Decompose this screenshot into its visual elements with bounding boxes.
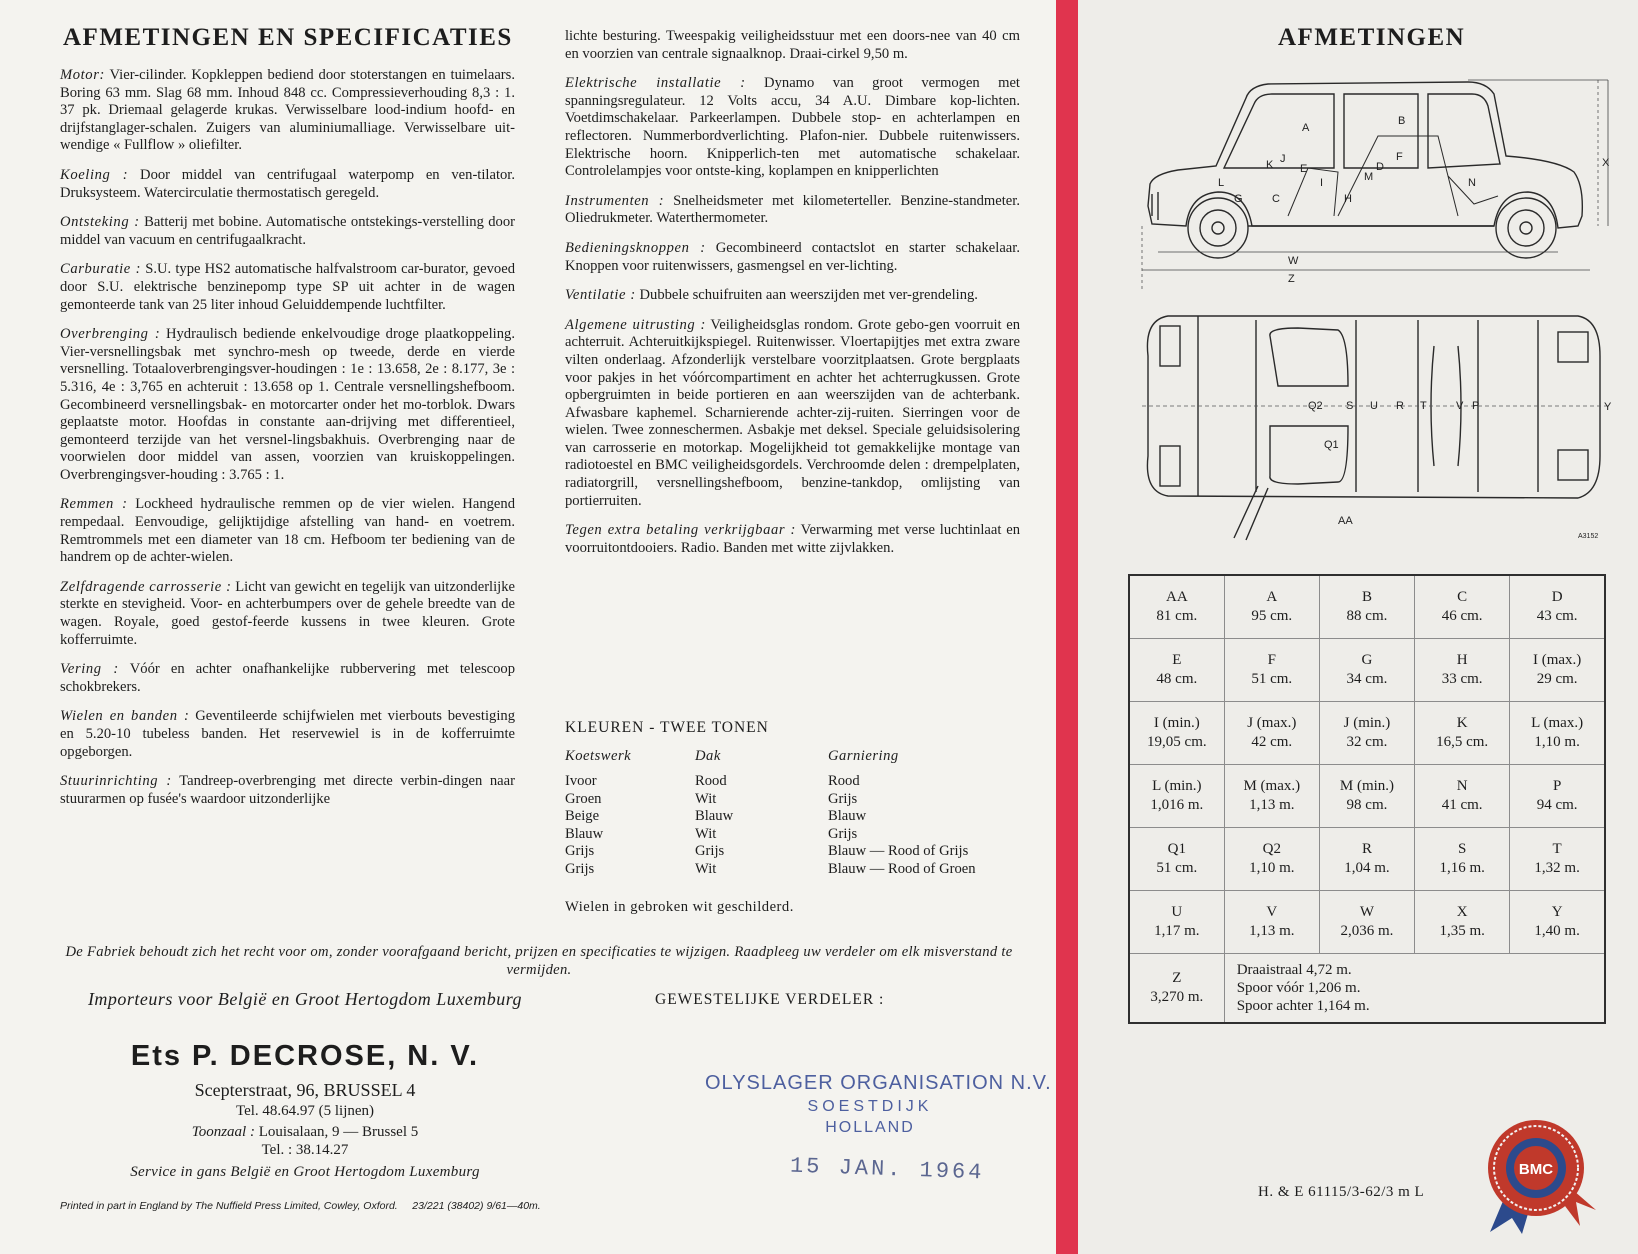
dimension-label: J (min.): [1343, 715, 1391, 731]
spec-paragraph: [565, 193, 1020, 228]
dimension-value: 1,17 m.: [1154, 923, 1200, 939]
dimension-label: T: [1552, 841, 1562, 857]
dimension-cell: [1224, 765, 1319, 828]
track-line: Draaistraal 4,72 m.: [1236, 962, 1352, 978]
dimension-cell: [1129, 828, 1224, 891]
color-cell: Blauw: [828, 808, 867, 825]
turning-and-track-info: [1224, 954, 1605, 1024]
dimension-cell: [1510, 891, 1605, 954]
dimension-value: 95 cm.: [1251, 608, 1293, 624]
dimension-value: 43 cm.: [1536, 608, 1578, 624]
dimension-label: S: [1457, 841, 1467, 857]
importer-title: Importeurs voor België en Groot Hertogdom Luxemburg: [87, 989, 523, 1009]
color-row: [565, 791, 1028, 809]
spec-label: Tegen extra betaling verkrijgbaar :: [565, 522, 797, 539]
spec-label: Ontsteking :: [60, 214, 140, 231]
spec-paragraph: [565, 28, 1020, 63]
label-U: U: [1370, 400, 1378, 412]
dimension-label: L (min.): [1152, 778, 1202, 794]
dimensions-table: [1128, 574, 1606, 1024]
specs-column-2: [565, 28, 1020, 569]
page-divider-strip: [1056, 0, 1078, 1254]
dimension-cell: [1415, 639, 1510, 702]
spec-text: lichte besturing. Tweespakig veiligheidsstuur met een doors-nee van 40 cm en voorzien van centrale signaalknop. Draai-cirkel 9,50 m.: [565, 28, 1020, 62]
color-cell: Blauw — Rood of Groen: [828, 860, 976, 877]
dimension-cell: [1319, 828, 1414, 891]
spec-paragraph: [60, 167, 515, 202]
dimension-value: 1,13 m.: [1249, 797, 1295, 813]
label-AA: AA: [1338, 515, 1353, 527]
dimension-label: Q2: [1262, 841, 1281, 857]
dimension-cell: [1319, 891, 1414, 954]
label-R: R: [1396, 400, 1404, 412]
dimension-value: 48 cm.: [1156, 671, 1198, 687]
color-cell: Grijs: [565, 843, 595, 860]
spec-text: S.U. type HS2 automatische halfvalstroom car-burator, gevoed door S.U. elektrische benzinepomp type SP uit achter in de wagen gemonteerde tank van 25 liter inhoud Geluiddempende luchtfilter.: [60, 261, 516, 313]
spec-text: Veiligheidsglas rondom. Grote gebo-gen voorruit en achterruit. Achteruitkijkspiegel. Ruitenwisser. Vloertapijtjes met extra zware vilten onderlaag. Afzonderlijk verstelbare voorzitplaatsen. Grote bergplaats voor pakjes in het vóórcompartiment en achter het achterrugkussen. Grote opbergruimten in beide portieren en aan weerszijden van de achterbank. Afwasbare kaphemel. Scharnierende achter-zij-ruiten. Sierringen voor de wielen. Twee zonneschermen. Asbakje met deksel. Speciale geluidsisolering van carrosserie en motorkap. Mogelijkheid tot gemakkelijke montage van radiotoestel en BMC veiligheidsgordels. Verchroomde delen : drempelplaten, radiatorgrill, versnellingshefboom, benzine-tankdop, omlijsting van portierruiten.: [565, 316, 1020, 509]
color-cell: Grijs: [828, 825, 858, 842]
spec-text: Geventileerde schijfwielen met vierbouts bevestiging en 5.20-10 tubeless banden. Het reservewiel is in de kofferruimte opgeborgen.: [60, 708, 515, 760]
dimension-cell: [1415, 828, 1510, 891]
color-cell: Grijs: [828, 790, 858, 807]
showroom-address: Louisalaan, 9 — Brussel 5: [254, 1124, 419, 1140]
colors-table: [565, 748, 1028, 879]
dimension-label: H: [1456, 652, 1468, 668]
importer-service: Service in gans België en Groot Hertogdom Luxemburg: [130, 1164, 480, 1180]
label-K: K: [1266, 159, 1274, 171]
color-cell: Beige: [565, 808, 600, 825]
dimension-value: 32 cm.: [1346, 734, 1388, 750]
badge-text: BMC: [1518, 1161, 1554, 1178]
dimension-value: 51 cm.: [1156, 860, 1198, 876]
color-cell: Wit: [695, 825, 717, 842]
dimension-value: 2,036 m.: [1340, 923, 1394, 939]
spec-label: Remmen :: [60, 496, 128, 513]
color-cell: Wit: [695, 860, 717, 877]
dimension-row: [1129, 575, 1605, 639]
dimension-cell: [1510, 765, 1605, 828]
label-D: D: [1376, 161, 1384, 173]
importer-phone: Tel. 48.64.97 (5 lijnen): [235, 1103, 375, 1119]
color-cell: Grijs: [695, 843, 725, 860]
spec-label: Wielen en banden :: [60, 708, 190, 725]
label-N: N: [1468, 177, 1476, 189]
importer-company: Ets P. DECROSE, N. V.: [130, 1040, 480, 1072]
dimension-value: 98 cm.: [1346, 797, 1388, 813]
dimensions-heading: AFMETINGEN: [1278, 24, 1466, 51]
spec-paragraph: [60, 661, 515, 696]
spec-text: Vier-cilinder. Kopkleppen bediend door stoterstangen en tuimelaars. Boring 63 mm. Slag 68 mm. Inhoud 848 cc. Compressieverhouding 8,3 : 1. 37 pk. Driemaal gelagerde krukas. Verwisselbare lood-indium hoofd- en drijfstanglager-schalen. Zuigers van aluminiumalliage. Verwisselbare uit-wendige « Fullflow » oliefilter.: [60, 67, 515, 154]
printer-imprint: Printed in part in England by The Nuffield Press Limited, Cowley, Oxford. 23/221 (38402) 9/61—40m.: [60, 1200, 541, 1212]
dimension-cell: [1510, 575, 1605, 639]
dimension-cell: [1415, 891, 1510, 954]
dimension-cell: [1129, 639, 1224, 702]
dimension-value: 16,5 cm.: [1436, 734, 1489, 750]
dimension-row-z: [1129, 954, 1605, 1024]
color-cell: Wit: [695, 790, 717, 807]
spec-text: Dynamo van groot vermogen met spanningsregulateur. 12 Volts accu, 34 A.U. Dimbare kop-lichten. Voetdimschakelaar. Parkeerlampen. Dubbele stop- en achterlampen en reflectoren. Nummerbordverlichting. Plafon-nier. Dubbele ruitenwissers. Elektrische hoorn. Knipperlich-ten met automatische schakelaar. Controlelampjes voor ontste-king, koplampen en knipperlichten: [565, 75, 1020, 180]
dimension-cell: [1129, 765, 1224, 828]
label-Y: Y: [1604, 401, 1612, 413]
dimension-cell: [1129, 575, 1224, 639]
dimension-label: Z: [1172, 970, 1182, 986]
label-S: S: [1346, 400, 1354, 412]
spec-text: Dubbele schuifruiten aan weerszijden met ver-grendeling.: [635, 287, 978, 304]
dimension-cell: [1319, 575, 1414, 639]
dimension-value: 41 cm.: [1441, 797, 1483, 813]
colors-title: KLEUREN - TWEE TONEN: [565, 719, 769, 736]
dimension-row: [1129, 891, 1605, 954]
dimension-cell: [1415, 575, 1510, 639]
distributor-label: GEWESTELIJKE VERDELER :: [655, 991, 885, 1008]
dimension-label: V: [1266, 904, 1278, 920]
dimension-row: [1129, 765, 1605, 828]
importer-address: Scepterstraat, 96, BRUSSEL 4: [194, 1080, 416, 1100]
dimension-value: 51 cm.: [1251, 671, 1293, 687]
label-I: I: [1320, 177, 1324, 189]
label-V: V: [1456, 400, 1464, 412]
spec-text: Vóór en achter onafhankelijke rubbervering met telescoop schokbrekers.: [60, 661, 515, 695]
label-C: C: [1272, 193, 1280, 205]
stamp-city: SOESTDIJK: [807, 1098, 933, 1115]
dimension-label: X: [1456, 904, 1468, 920]
spec-label: Ventilatie :: [565, 287, 636, 304]
dimension-cell: [1224, 639, 1319, 702]
spec-label: Zelfdragende carrosserie :: [60, 578, 232, 595]
dimension-value: 46 cm.: [1441, 608, 1483, 624]
label-Z: Z: [1288, 273, 1295, 285]
label-Q2: Q2: [1308, 400, 1323, 412]
dimension-value: 19,05 cm.: [1147, 734, 1207, 750]
spec-text: Verwarming met verse luchtinlaat en voorruitontdooiers. Radio. Banden met witte zijvlakken.: [565, 522, 1020, 556]
dimension-label: G: [1361, 652, 1373, 668]
spec-paragraph: [60, 773, 515, 808]
dimension-cell: [1224, 828, 1319, 891]
dimension-label: D: [1551, 589, 1563, 605]
side-view-diagram: [1138, 76, 1616, 291]
dimension-label: Q1: [1167, 841, 1187, 857]
label-P: P: [1472, 400, 1480, 412]
spec-label: Motor:: [60, 67, 105, 83]
top-view-diagram: [1138, 306, 1616, 542]
diagram-code: A3152: [1578, 533, 1599, 540]
label-A: A: [1302, 122, 1310, 134]
dimension-label: N: [1456, 778, 1468, 794]
dimension-value: 88 cm.: [1346, 608, 1388, 624]
color-cell: Grijs: [565, 860, 595, 877]
dimension-label: A: [1266, 589, 1278, 605]
spec-label: Algemene uitrusting :: [565, 316, 706, 333]
spec-text: Tandreep-overbrenging met directe verbin-dingen naar stuurarmen op fusée's waardoor uitzonderlijke: [60, 773, 515, 807]
dimension-row: [1129, 702, 1605, 765]
disclaimer: De Fabriek behoudt zich het recht voor om, zonder voorafgaand bericht, prijzen en specificaties te wijzigen. Raadpleeg uw verdeler om elk misverstand te vermijden.: [65, 944, 1013, 978]
dimension-label: U: [1171, 904, 1183, 920]
dimension-cell: [1224, 702, 1319, 765]
dimension-label: C: [1457, 589, 1468, 605]
publication-code: H. & E 61115/3-62/3 m L: [1258, 1184, 1425, 1200]
dimension-cell: [1415, 702, 1510, 765]
dimension-value: 1,016 m.: [1150, 797, 1204, 813]
color-cell: Blauw — Rood of Grijs: [828, 843, 969, 860]
spec-paragraph: [60, 261, 515, 314]
stamp-country: HOLLAND: [825, 1119, 915, 1136]
label-B: B: [1398, 115, 1406, 127]
spec-paragraph: [60, 496, 515, 566]
dimension-label: L (max.): [1531, 715, 1584, 731]
specs-column-1: [60, 67, 515, 820]
color-row: [565, 773, 1028, 791]
dimension-label: I (min.): [1153, 715, 1200, 731]
dimension-label: M (max.): [1243, 778, 1301, 794]
spec-text: Hydraulisch bediende enkelvoudige droge plaatkoppeling. Vier-versnellingsbak met synchro-mesh op tweede, derde en vierde versnelling. Totaaloverbrengingsver-houdingen : 1e : 13.658, 2e : 8.177, 3e : 5.316, 4e : 3,765 en achteruit : 13.658 op 1. Centrale versnellingshefboom. Gecombineerd versnellingsbak- en motorcarter onder het mo-torblok. Dwars geplaatste motor. Hoofdas in constante aan-drijving met differentieel, gemonteerd terzijde van het versnel-lingsbakhuis. Overbrenging naar de voorwielen door middel van assen, voorzien van kruiskoppelingen. Overbrengingsver-houding : 3.765 : 1.: [60, 326, 515, 483]
dimension-cell: [1510, 639, 1605, 702]
color-cell: Blauw: [565, 825, 604, 842]
dimension-label: B: [1361, 589, 1372, 605]
spec-label: Carburatie :: [60, 261, 142, 278]
dimension-label: I (max.): [1532, 652, 1582, 668]
label-T: T: [1420, 400, 1427, 412]
dimension-value: 1,13 m.: [1249, 923, 1295, 939]
label-H: H: [1344, 193, 1352, 205]
spec-text: Batterij met bobine. Automatische ontstekings-verstelling door middel van vacuum en centrifugaalkracht.: [60, 214, 516, 248]
dimension-label: P: [1552, 778, 1562, 794]
specs-heading: AFMETINGEN EN SPECIFICATIES: [63, 24, 513, 51]
spec-text: Door middel van centrifugaal waterpomp en ven-tilator. Druksysteem. Watercirculatie thermostatisch geregeld.: [60, 166, 515, 201]
bmc-rosette-logo: [1476, 1114, 1596, 1234]
dimension-value: 29 cm.: [1536, 671, 1578, 687]
dimension-row: [1129, 639, 1605, 702]
label-E: E: [1300, 163, 1308, 175]
dimension-cell: [1415, 765, 1510, 828]
dimension-value: 1,32 m.: [1534, 860, 1580, 876]
dimension-label: Y: [1551, 904, 1563, 920]
label-J: J: [1280, 153, 1286, 165]
spec-paragraph: [565, 240, 1020, 275]
dimension-value: 1,35 m.: [1439, 923, 1485, 939]
dimension-value: 81 cm.: [1156, 608, 1198, 624]
dimension-cell: [1319, 702, 1414, 765]
track-line: Spoor achter 1,164 m.: [1236, 998, 1370, 1014]
dimension-label: E: [1172, 652, 1182, 668]
dimension-label: R: [1361, 841, 1372, 857]
dimension-value: 3,270 m.: [1150, 989, 1204, 1005]
dimension-cell: [1510, 828, 1605, 891]
spec-text: Gecombineerd contactslot en starter schakelaar. Knoppen voor ruitenwissers, gasmengsel en ver-lichting.: [565, 239, 1020, 274]
spec-paragraph: [565, 317, 1020, 511]
color-row: [565, 843, 1028, 861]
dimension-label: J (max.): [1247, 715, 1297, 731]
stamp-date: 15 JAN. 1964: [789, 1153, 985, 1186]
spec-text: Licht van gewicht en tegelijk van uitzonderlijke sterkte en stevigheid. Voor- en achterbumpers over de gehele breedte van de wagen. Royale, goed gestof-feerde kussens in twee kleuren. Grote kofferruimte.: [60, 578, 515, 648]
dimension-row: [1129, 828, 1605, 891]
dimension-cell: [1224, 891, 1319, 954]
color-cell: Groen: [565, 790, 602, 807]
spec-paragraph: [60, 579, 515, 649]
dimension-value: 34 cm.: [1346, 671, 1388, 687]
spec-paragraph: [60, 326, 515, 484]
dimension-cell: [1510, 702, 1605, 765]
dimension-label: K: [1456, 715, 1468, 731]
track-line: Spoor vóór 1,206 m.: [1236, 980, 1361, 996]
spec-paragraph: [60, 214, 515, 249]
color-row: [565, 861, 1028, 879]
showroom-label: Toonzaal :: [191, 1124, 255, 1140]
label-Q1: Q1: [1324, 439, 1339, 451]
dimension-value: 1,10 m.: [1534, 734, 1580, 750]
spec-label: Stuurinrichting :: [60, 773, 172, 790]
dimension-value: 33 cm.: [1441, 671, 1483, 687]
spec-paragraph: [60, 67, 515, 155]
color-row: [565, 808, 1028, 826]
spec-paragraph: [565, 287, 1020, 305]
label-W: W: [1288, 255, 1299, 267]
spec-paragraph: [565, 75, 1020, 181]
color-cell: Rood: [828, 773, 860, 789]
colors-header-body: Koetswerk: [565, 748, 632, 764]
spec-text: Snelheidsmeter met kilometerteller. Benzine-standmeter. Oliedrukmeter. Waterthermometer.: [565, 192, 1020, 227]
color-cell: Blauw: [695, 808, 734, 825]
color-cell: Rood: [695, 773, 727, 789]
showroom-phone: Tel. : 38.14.27: [261, 1142, 349, 1158]
spec-label: Koeling :: [60, 166, 129, 183]
spec-label: Vering :: [60, 661, 119, 678]
label-L: L: [1218, 177, 1225, 189]
label-X: X: [1602, 157, 1610, 169]
spec-label: Overbrenging :: [60, 326, 161, 343]
dimension-value: 1,10 m.: [1249, 860, 1295, 876]
dimension-label: W: [1359, 904, 1375, 920]
spec-paragraph: [565, 522, 1020, 557]
color-cell: Ivoor: [565, 773, 597, 789]
spec-label: Elektrische installatie :: [565, 75, 746, 92]
importer-showroom: [60, 1124, 550, 1141]
spec-label: Bedieningsknoppen :: [565, 239, 706, 256]
dimension-label: M (min.): [1339, 778, 1395, 794]
dimension-value: 1,40 m.: [1534, 923, 1580, 939]
dimension-label: F: [1267, 652, 1276, 668]
spec-text: Lockheed hydraulische remmen op de vier wielen. Hangend rempedaal. Eenvoudige, gelijktijdige afstelling van hand- en voetrem. Remtrommels met een diameter van 18 cm. Hefboom ter bediening van de handrem op de achter-wielen.: [60, 496, 515, 566]
dimension-value: 1,16 m.: [1439, 860, 1485, 876]
stamp-organisation: OLYSLAGER ORGANISATION N.V.: [705, 1072, 1052, 1094]
dimension-value: 1,04 m.: [1344, 860, 1390, 876]
label-G: G: [1234, 193, 1243, 205]
dimension-cell-z: [1129, 954, 1224, 1024]
dimension-value: 94 cm.: [1536, 797, 1578, 813]
dimension-value: 42 cm.: [1251, 734, 1293, 750]
wheels-note: Wielen in gebroken wit geschilderd.: [565, 899, 794, 915]
colors-header-trim: Garniering: [828, 748, 899, 764]
dimension-cell: [1319, 639, 1414, 702]
spec-paragraph: [60, 708, 515, 761]
dimension-cell: [1129, 891, 1224, 954]
dimension-cell: [1224, 575, 1319, 639]
colors-header-roof: Dak: [695, 748, 721, 764]
dimension-cell: [1129, 702, 1224, 765]
color-row: [565, 826, 1028, 844]
label-F: F: [1396, 151, 1403, 163]
label-M: M: [1364, 171, 1374, 183]
dimension-cell: [1319, 765, 1414, 828]
dimension-label: AA: [1166, 589, 1188, 605]
spec-label: Instrumenten :: [565, 192, 665, 209]
